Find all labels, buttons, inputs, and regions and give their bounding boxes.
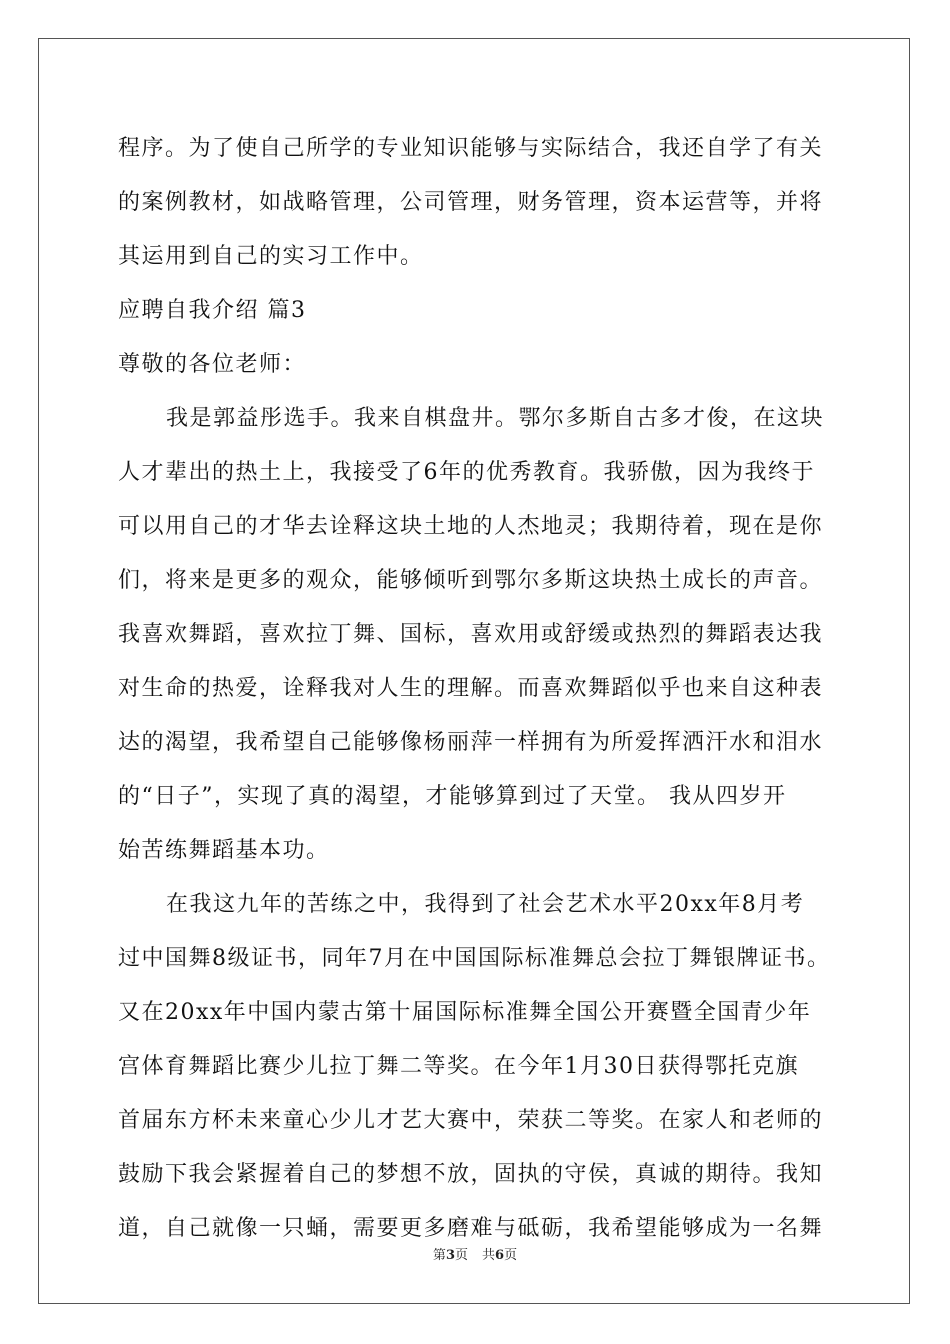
text-line: 的“日子”，实现了真的渴望，才能够算到过了天堂。 我从四岁开 <box>118 784 787 809</box>
text-line: 人才辈出的热土上，我接受了6年的优秀教育。我骄傲，因为我终于 <box>118 460 815 485</box>
total-prefix: 共 <box>482 1248 496 1263</box>
text-line: 程序。为了使自己所学的专业知识能够与实际结合，我还自学了有关 <box>118 136 824 161</box>
page-prefix: 第 <box>432 1248 446 1263</box>
total-suffix: 页 <box>504 1248 518 1263</box>
paragraph-start-line: 我是郭益彤选手。我来自棋盘井。鄂尔多斯自古多才俊，在这块 <box>166 406 825 431</box>
text-line: 达的渴望，我希望自己能够像杨丽萍一样拥有为所爱挥洒汗水和泪水 <box>118 730 824 755</box>
total-pages: 6 <box>495 1248 505 1263</box>
text-line: 又在20xx年中国内蒙古第十届国际标准舞全国公开赛暨全国青少年 <box>118 1000 812 1025</box>
page-footer <box>0 1244 950 1263</box>
text-line: 始苦练舞蹈基本功。 <box>118 838 330 863</box>
text-line: 的案例教材，如战略管理，公司管理，财务管理，资本运营等，并将 <box>118 190 824 215</box>
text-line: 我喜欢舞蹈，喜欢拉丁舞、国标，喜欢用或舒缓或热烈的舞蹈表达我 <box>118 622 824 647</box>
page-suffix: 页 <box>454 1248 468 1263</box>
text-line: 过中国舞8级证书，同年7月在中国国际标准舞总会拉丁舞银牌证书。 <box>118 946 831 971</box>
text-line: 鼓励下我会紧握着自己的梦想不放，固执的守侯，真诚的期待。我知 <box>118 1162 824 1187</box>
text-line: 对生命的热爱，诠释我对人生的理解。而喜欢舞蹈似乎也来自这种表 <box>118 676 824 701</box>
page-number: 3 <box>445 1248 455 1263</box>
text-line: 首届东方杯未来童心少儿才艺大赛中，荣获二等奖。在家人和老师的 <box>118 1108 824 1133</box>
text-line: 其运用到自己的实习工作中。 <box>118 244 424 269</box>
text-line: 道，自己就像一只蛹，需要更多磨难与砥砺，我希望能够成为一名舞 <box>118 1216 824 1241</box>
paragraph-start-line: 在我这九年的苦练之中，我得到了社会艺术水平20xx年8月考 <box>166 892 805 917</box>
salutation: 尊敬的各位老师： <box>118 352 307 377</box>
section-heading: 应聘自我介绍 篇3 <box>118 298 307 323</box>
text-line: 们，将来是更多的观众，能够倾听到鄂尔多斯这块热土成长的声音。 <box>118 568 824 593</box>
text-line: 可以用自己的才华去诠释这块土地的人杰地灵；我期待着，现在是你 <box>118 514 824 539</box>
document-body <box>118 122 838 1256</box>
text-line: 宫体育舞蹈比赛少儿拉丁舞二等奖。在今年1月30日获得鄂托克旗 <box>118 1054 799 1079</box>
